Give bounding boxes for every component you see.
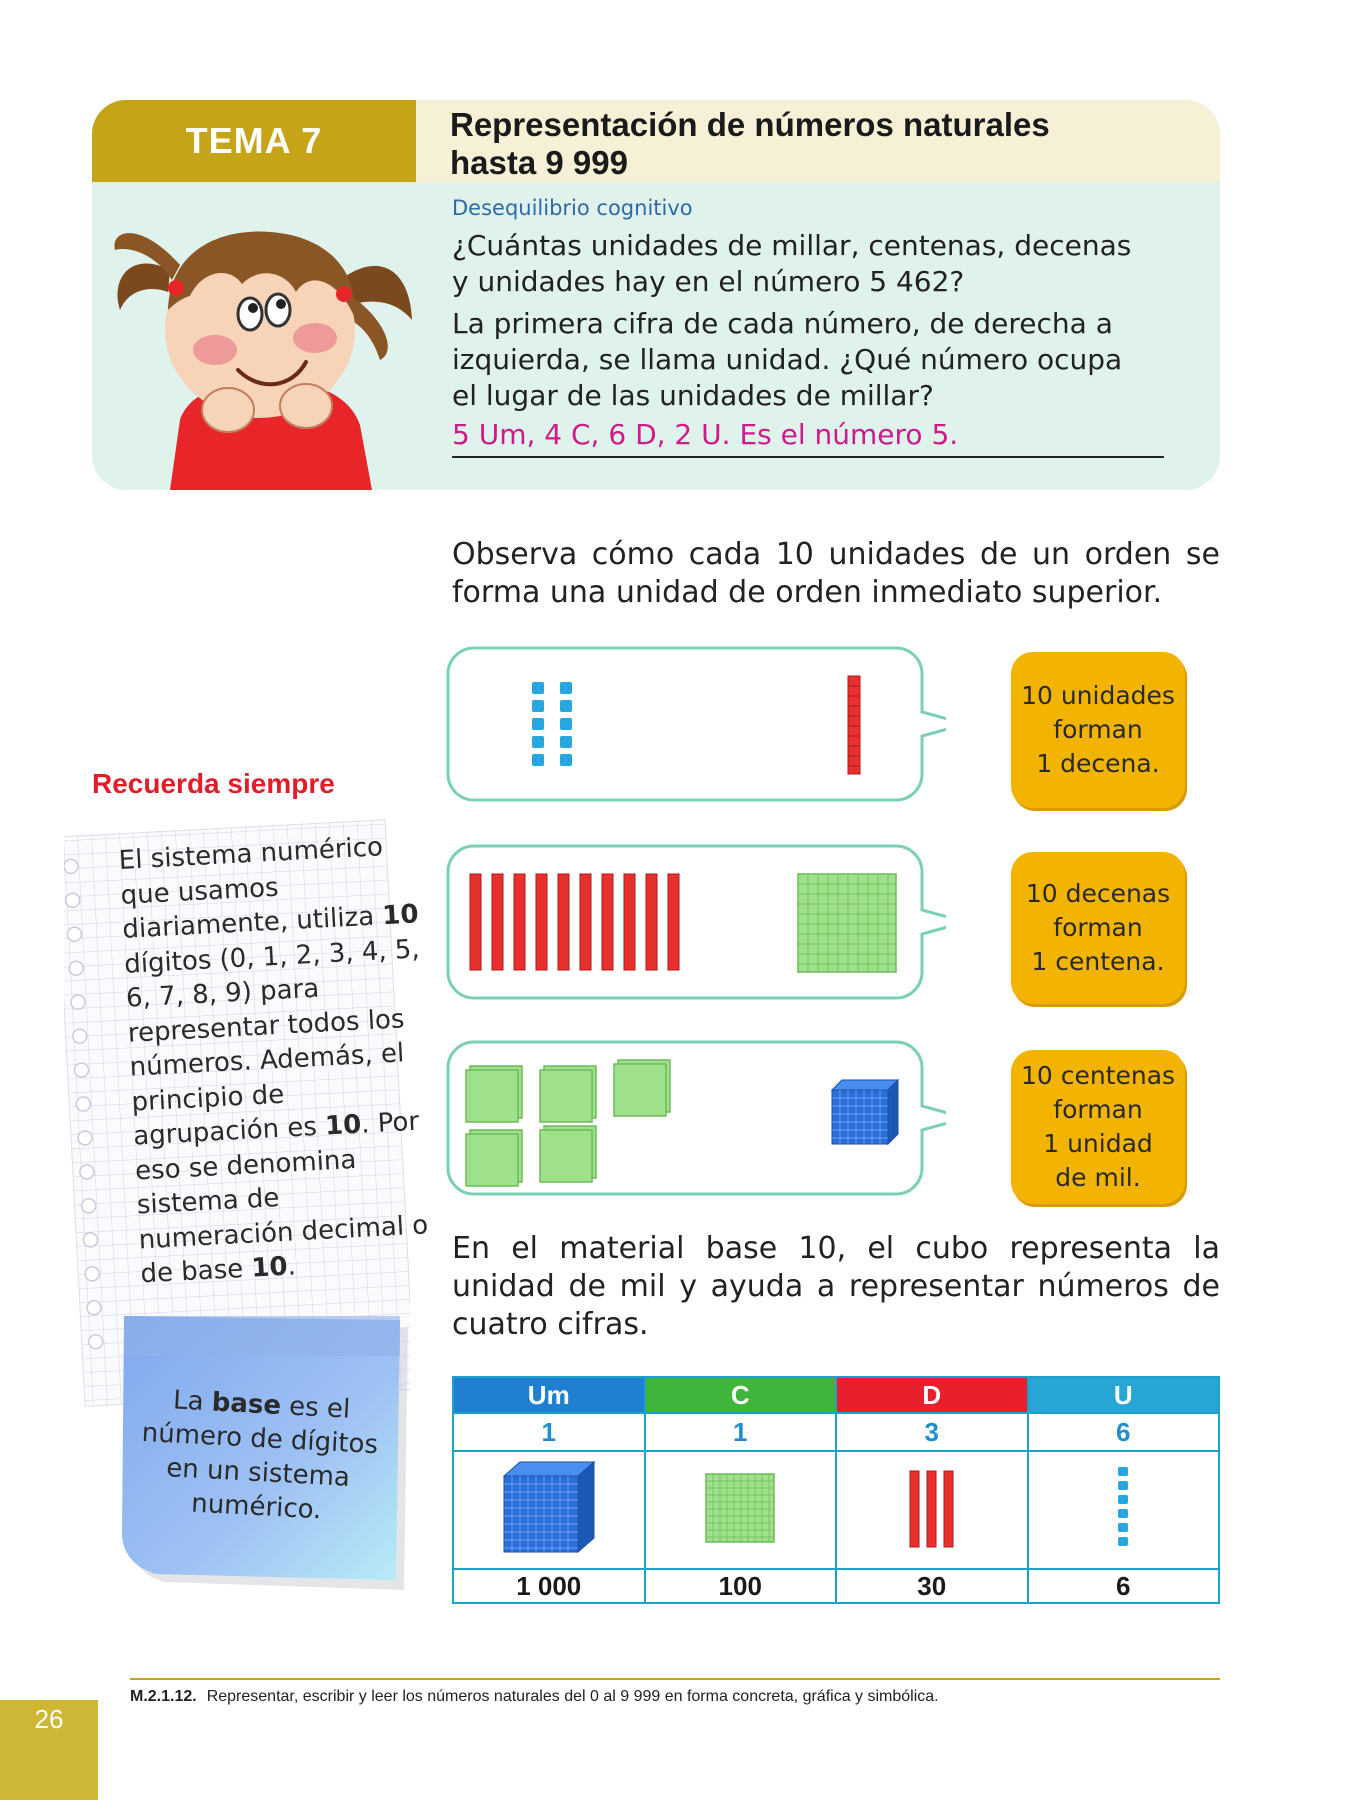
digit-um: 1 <box>453 1413 645 1451</box>
block-um <box>453 1451 645 1569</box>
grouping-label-hundreds <box>1011 1050 1185 1204</box>
grouping-label-line: forman <box>1053 913 1143 942</box>
title-line-2: hasta 9 999 <box>450 144 628 181</box>
standard-text: Representar, escribir y leer los números naturales del 0 al 9 999 en forma concreta, gráfica y simbólica. <box>206 1688 939 1705</box>
sticky-note-text <box>131 1382 388 1531</box>
header-u: U <box>1028 1377 1220 1413</box>
title-line-1: Representación de números naturales <box>450 106 1050 143</box>
grouping-label-units <box>1011 652 1185 808</box>
recuerda-text-part: El sistema numérico que usamos diariamente, utiliza <box>118 832 384 945</box>
hundred-flat-block <box>700 1468 780 1548</box>
value-c: 100 <box>645 1569 837 1603</box>
recuerda-text-part: . <box>286 1251 297 1282</box>
grouping-label-line: 1 decena. <box>1036 749 1160 778</box>
unit-cubes-block <box>1113 1463 1133 1553</box>
digit-u: 6 <box>1028 1413 1220 1451</box>
subsection-label: Desequilibrio cognitivo <box>452 196 693 220</box>
header-c: C <box>645 1377 837 1413</box>
question-2: La primera cifra de cada número, de derecha a izquierda, se llama unidad. ¿Qué número ocupa el lugar de las unidades de millar? <box>452 307 1123 412</box>
sticky-text-part: es el número de dígitos en un sistema numérico. <box>141 1391 379 1526</box>
answer-line: 5 Um, 4 C, 6 D, 2 U. Es el número 5. <box>452 416 1164 458</box>
curriculum-standard <box>130 1688 939 1706</box>
grouping-label-line: 10 unidades <box>1021 681 1175 710</box>
place-value-table <box>452 1376 1220 1604</box>
recuerda-text-part: . Por eso se denomina sistema de numeración decimal o de base <box>134 1106 429 1290</box>
block-row <box>453 1451 1219 1569</box>
grouping-label-line: de mil. <box>1055 1163 1141 1192</box>
grouping-row-tens <box>446 844 946 1000</box>
recuerda-title: Recuerda siempre <box>92 768 335 799</box>
digit-c: 1 <box>645 1413 837 1451</box>
grouping-row-hundreds <box>446 1040 946 1196</box>
sticky-text-bold: base <box>211 1387 282 1422</box>
base-ten-paragraph: En el material base 10, el cubo representa la unidad de mil y ayuda a representar números de cuatro cifras. <box>452 1231 1220 1342</box>
recuerda-text-bold: 10 <box>250 1251 289 1284</box>
value-d: 30 <box>836 1569 1028 1603</box>
question-1: ¿Cuántas unidades de millar, centenas, decenas y unidades hay en el número 5 462? <box>452 229 1132 298</box>
grouping-label-line: 10 decenas <box>1025 879 1171 908</box>
thousand-cube <box>832 1080 898 1144</box>
thousand-cube-block <box>494 1458 604 1558</box>
grouping-label-line: 1 unidad <box>1043 1129 1153 1158</box>
standard-code: M.2.1.12. <box>130 1688 197 1705</box>
value-row <box>453 1569 1219 1603</box>
digit-d: 3 <box>836 1413 1028 1451</box>
block-d <box>836 1451 1028 1569</box>
grouping-label-line: forman <box>1053 715 1143 744</box>
value-u: 6 <box>1028 1569 1220 1603</box>
digit-row <box>453 1413 1219 1451</box>
table-header-row <box>453 1377 1219 1413</box>
grouping-label-line: forman <box>1053 1095 1143 1124</box>
header-d: D <box>836 1377 1028 1413</box>
ten-rods-block <box>902 1465 962 1551</box>
recuerda-text-bold: 10 <box>381 899 420 932</box>
value-um: 1 000 <box>453 1569 645 1603</box>
recuerda-text <box>118 828 441 1292</box>
grouping-row-units <box>446 646 946 802</box>
recuerda-text-part: dígitos (0, 1, 2, 3, 4, 5, 6, 7, 8, 9) para representar todos los números. Además, el principio de agrupación es <box>123 933 421 1152</box>
ten-rod <box>848 676 860 774</box>
grouping-label-line: 10 centenas <box>1020 1061 1176 1090</box>
block-c <box>645 1451 837 1569</box>
observe-paragraph: Observa cómo cada 10 unidades de un orden se forma una unidad de orden inmediato superior. <box>452 537 1220 610</box>
footer-divider <box>130 1678 1220 1680</box>
page-number: 26 <box>34 1704 64 1734</box>
header-um: Um <box>453 1377 645 1413</box>
page-title <box>450 106 1170 182</box>
block-u <box>1028 1451 1220 1569</box>
sticky-text-part: La <box>172 1385 213 1418</box>
grouping-label-tens <box>1011 852 1185 1004</box>
hundred-flat <box>798 874 896 972</box>
girl-illustration <box>110 210 420 490</box>
theme-number: TEMA 7 <box>185 120 323 161</box>
grouping-label-line: 1 centena. <box>1031 947 1165 976</box>
recuerda-text-bold: 10 <box>324 1109 363 1142</box>
